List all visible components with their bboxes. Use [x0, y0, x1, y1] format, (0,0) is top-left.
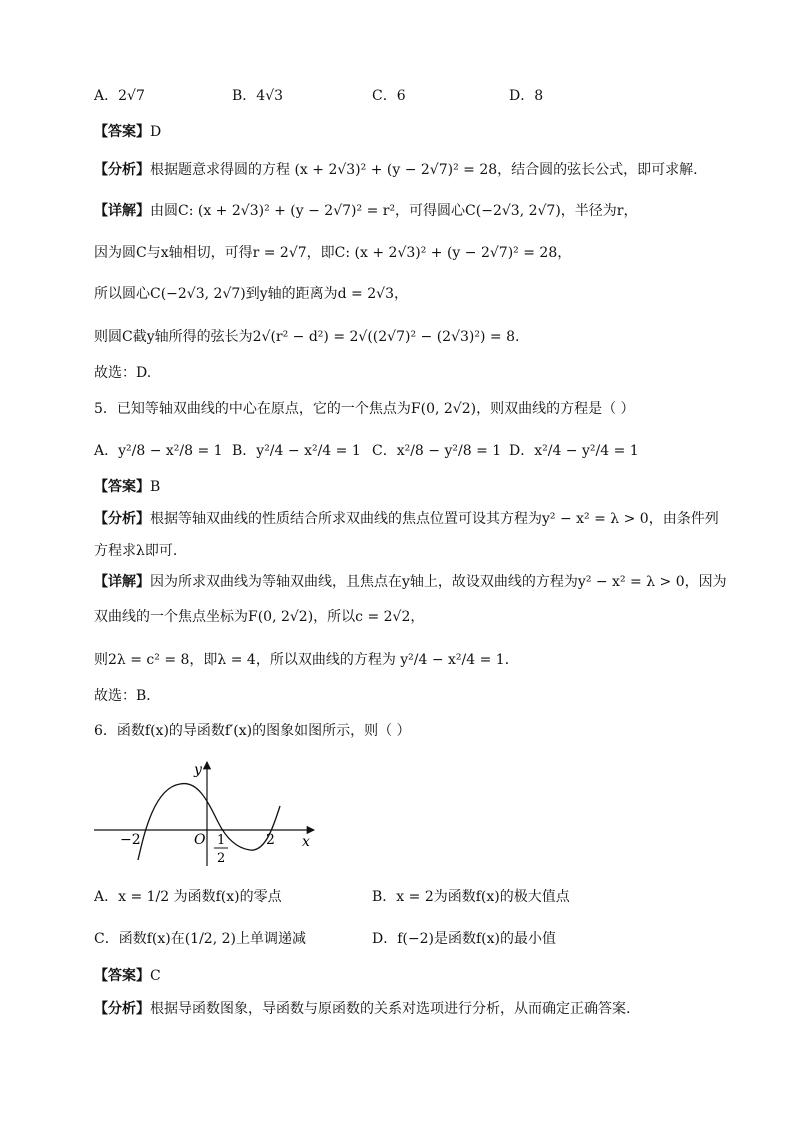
- q5-answer: [94, 477, 160, 497]
- q5-analysis-line-1: [94, 509, 719, 529]
- q5-option-b: B．y²/4 − x²/4 = 1: [232, 443, 361, 459]
- answer-value: C: [150, 968, 161, 984]
- origin-label: O: [194, 832, 206, 848]
- q4-option-b: B．4√3: [232, 88, 284, 104]
- y-axis-label: y: [194, 762, 202, 778]
- tick-label-half-numerator: 1: [217, 833, 226, 848]
- answer-value: D: [150, 124, 162, 140]
- tick-label-neg2: −2: [120, 832, 141, 848]
- q5-analysis-line-2: 方程求λ即可.: [94, 543, 178, 559]
- answer-tag: 【答案】: [94, 124, 150, 140]
- q6-stem: 6．函数f(x)的导函数f′(x)的图象如图所示，则（ ）: [94, 723, 411, 739]
- derivative-graph: [90, 758, 330, 868]
- q5-detail-line-1: [94, 572, 727, 592]
- q6-answer: [94, 966, 161, 986]
- q5-option-d: D．x²/4 − y²/4 = 1: [509, 443, 639, 459]
- q4-choice: 故选：D.: [94, 365, 152, 381]
- detail-text: 因为所求双曲线为等轴双曲线，且焦点在y轴上，故设双曲线的方程为y² − x² = λ > 0，因为: [150, 574, 727, 590]
- q5-choice: 故选：B．: [94, 688, 161, 704]
- answer-value: B: [150, 479, 161, 495]
- q4-answer: [94, 122, 161, 142]
- q4-option-a: A．2√7: [94, 88, 145, 104]
- q6-option-b: B．x = 2为函数f(x)的极大值点: [372, 889, 570, 905]
- q6-option-d: D．f(−2)是函数f(x)的最小值: [372, 931, 556, 947]
- analysis-text: 根据题意求得圆的方程 (x + 2√3)² + (y − 2√7)² = 28，结合圆的弦长公式，即可求解.: [150, 162, 698, 178]
- q4-detail-line-1: [94, 201, 637, 221]
- q4-detail-line-4: 则圆C截y轴所得的弦长为2√(r² − d²) = 2√((2√7)² − (2√3)²) = 8.: [94, 329, 520, 345]
- derivative-curve: [138, 784, 280, 860]
- analysis-text: 根据导函数图象，导函数与原函数的关系对选项进行分析，从而确定正确答案.: [150, 1001, 631, 1017]
- tick-label-half-denominator: 2: [217, 851, 226, 866]
- analysis-text: 根据等轴双曲线的性质结合所求双曲线的焦点位置可设其方程为y² − x² = λ > 0，由条件列: [150, 511, 719, 527]
- q6-option-c: C．函数f(x)在(1/2, 2)上单调递减: [94, 931, 306, 947]
- q5-option-a: A．y²/8 − x²/8 = 1: [94, 443, 223, 459]
- detail-tag: 【详解】: [94, 574, 150, 590]
- q5-detail-line-2: 双曲线的一个焦点坐标为F(0, 2√2)，所以c = 2√2，: [94, 609, 425, 625]
- q4-option-d: D．8: [509, 88, 544, 104]
- x-axis-label: x: [302, 834, 310, 850]
- analysis-tag: 【分析】: [94, 1001, 150, 1017]
- q6-analysis: [94, 999, 630, 1019]
- q5-stem: 5．已知等轴双曲线的中心在原点，它的一个焦点为F(0, 2√2)，则双曲线的方程是（ ）: [94, 401, 635, 417]
- answer-tag: 【答案】: [94, 968, 150, 984]
- detail-text: 由圆C: (x + 2√3)² + (y − 2√7)² = r²，可得圆心C(−2√3, 2√7)，半径为r，: [150, 203, 638, 219]
- analysis-tag: 【分析】: [94, 162, 150, 178]
- tick-label-2: 2: [266, 832, 275, 848]
- q4-option-c: C．6: [372, 88, 406, 104]
- q4-detail-line-3: 所以圆心C(−2√3, 2√7)到y轴的距离为d = 2√3，: [94, 286, 408, 302]
- q4-analysis: [94, 160, 698, 180]
- q5-detail-line-3: 则2λ = c² = 8，即λ = 4，所以双曲线的方程为 y²/4 − x²/4 = 1．: [94, 652, 519, 668]
- q4-detail-line-2: 因为圆C与x轴相切，可得r = 2√7，即C: (x + 2√3)² + (y − 2√7)² = 28，: [94, 245, 572, 261]
- q5-option-c: C．x²/8 − y²/8 = 1: [372, 443, 502, 459]
- q6-option-a: A．x = 1/2 为函数f(x)的零点: [94, 889, 282, 905]
- detail-tag: 【详解】: [94, 203, 150, 219]
- analysis-tag: 【分析】: [94, 511, 150, 527]
- answer-tag: 【答案】: [94, 479, 150, 495]
